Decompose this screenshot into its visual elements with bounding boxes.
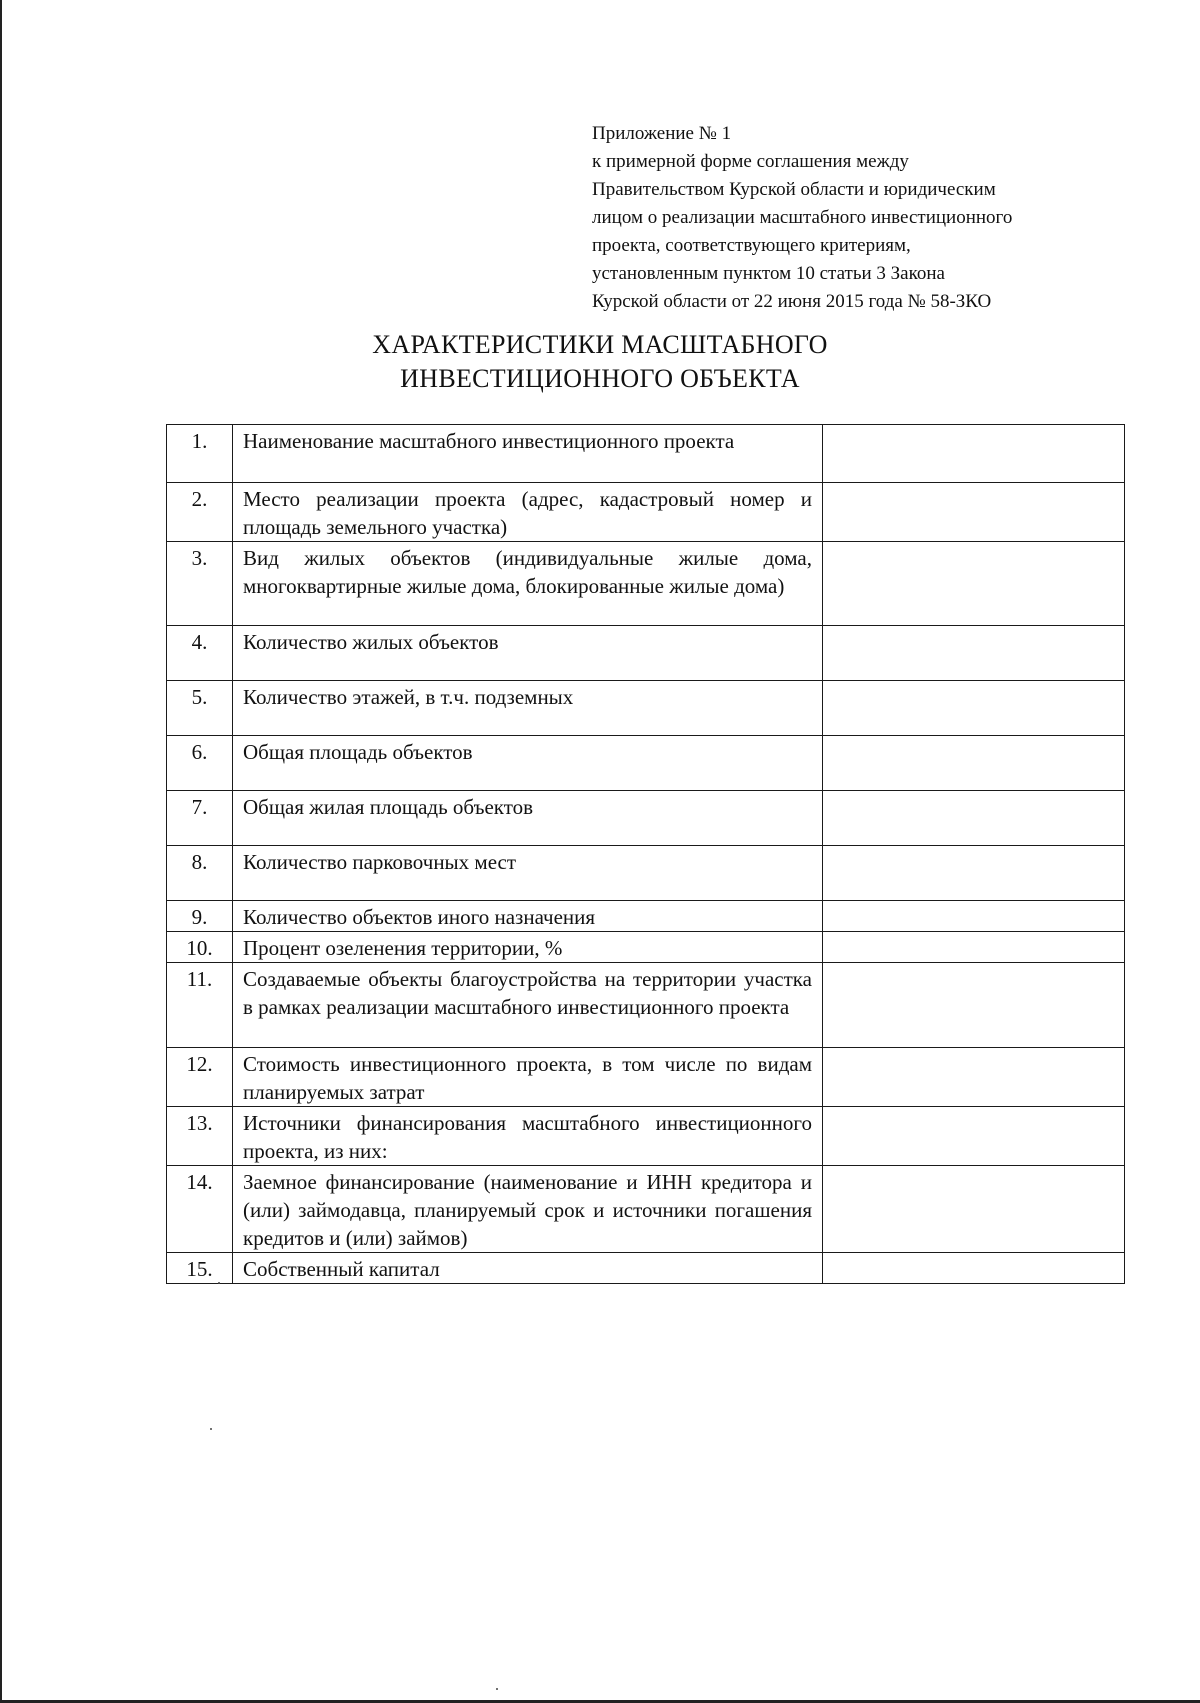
row-value-cell xyxy=(823,846,1125,901)
row-value-cell xyxy=(823,1048,1125,1107)
row-description: Количество этажей, в т.ч. подземных xyxy=(233,681,823,736)
row-description: Количество объектов иного назначения xyxy=(233,901,823,932)
page-left-edge xyxy=(0,0,2,1703)
row-description: Вид жилых объектов (индивидуальные жилые дома, многоквартирные жилые дома, блокированные жилые дома) xyxy=(233,542,823,626)
row-value-cell xyxy=(823,1107,1125,1166)
row-number: 7. xyxy=(167,791,233,846)
row-value-cell xyxy=(823,932,1125,963)
row-description: Общая площадь объектов xyxy=(233,736,823,791)
row-value-cell xyxy=(823,542,1125,626)
appendix-note-line: Правительством Курской области и юридическим xyxy=(592,179,996,200)
table-row xyxy=(167,963,1125,1048)
row-value-cell xyxy=(823,626,1125,681)
table-row xyxy=(167,542,1125,626)
row-value-cell xyxy=(823,1166,1125,1253)
row-value-cell xyxy=(823,1253,1125,1284)
table-row xyxy=(167,1253,1125,1284)
table-row xyxy=(167,626,1125,681)
table-row xyxy=(167,425,1125,483)
table-row xyxy=(167,681,1125,736)
row-number: 13. xyxy=(167,1107,233,1166)
row-description: Процент озеленения территории, % xyxy=(233,932,823,963)
row-description: Место реализации проекта (адрес, кадастровый номер и площадь земельного участка) xyxy=(233,483,823,542)
row-number: 3. xyxy=(167,542,233,626)
row-number: 4. xyxy=(167,626,233,681)
row-description: Общая жилая площадь объектов xyxy=(233,791,823,846)
row-number: 8. xyxy=(167,846,233,901)
table-row xyxy=(167,932,1125,963)
characteristics-table xyxy=(166,424,1125,1284)
row-number: 2. xyxy=(167,483,233,542)
row-number: 6. xyxy=(167,736,233,791)
row-number: 14. xyxy=(167,1166,233,1253)
row-value-cell xyxy=(823,791,1125,846)
appendix-note-line: установленным пунктом 10 статьи 3 Закона xyxy=(592,263,945,284)
row-number: 1. xyxy=(167,425,233,483)
table-row xyxy=(167,791,1125,846)
appendix-note-line: лицом о реализации масштабного инвестиционного xyxy=(592,207,1013,228)
row-value-cell xyxy=(823,483,1125,542)
row-description: Источники финансирования масштабного инвестиционного проекта, из них: xyxy=(233,1107,823,1166)
row-value-cell xyxy=(823,901,1125,932)
scan-speck xyxy=(496,1688,498,1690)
table-row xyxy=(167,1048,1125,1107)
row-description: Наименование масштабного инвестиционного проекта xyxy=(233,425,823,483)
row-description: Стоимость инвестиционного проекта, в том числе по видам планируемых затрат xyxy=(233,1048,823,1107)
table-row xyxy=(167,901,1125,932)
appendix-note-line: к примерной форме соглашения между xyxy=(592,151,909,172)
row-value-cell xyxy=(823,681,1125,736)
document-title-line-1: ХАРАКТЕРИСТИКИ МАСШТАБНОГО xyxy=(372,330,828,359)
row-value-cell xyxy=(823,736,1125,791)
document-title-line-2: ИНВЕСТИЦИОННОГО ОБЪЕКТА xyxy=(400,364,800,393)
row-description: Количество парковочных мест xyxy=(233,846,823,901)
table-row xyxy=(167,846,1125,901)
table-row xyxy=(167,483,1125,542)
table-row xyxy=(167,1166,1125,1253)
scan-speck xyxy=(210,1428,212,1430)
row-description: Заемное финансирование (наименование и ИНН кредитора и (или) займодавца, планируемый срок и источники погашения кредитов и (или) займов) xyxy=(233,1166,823,1253)
row-description: Собственный капитал xyxy=(233,1253,823,1284)
appendix-note-line: Приложение № 1 xyxy=(592,123,732,144)
row-value-cell xyxy=(823,963,1125,1048)
row-value-cell xyxy=(823,425,1125,483)
table-row xyxy=(167,1107,1125,1166)
row-number: 12. xyxy=(167,1048,233,1107)
row-number: 10. xyxy=(167,932,233,963)
document-title xyxy=(0,328,1200,396)
row-number: 15. xyxy=(167,1253,233,1284)
table-row xyxy=(167,736,1125,791)
appendix-note xyxy=(592,120,1112,316)
appendix-note-line: проекта, соответствующего критериям, xyxy=(592,235,911,256)
appendix-note-line: Курской области от 22 июня 2015 года № 58-ЗКО xyxy=(592,291,992,312)
row-number: 5. xyxy=(167,681,233,736)
row-description: Создаваемые объекты благоустройства на территории участка в рамках реализации масштабного инвестиционного проекта xyxy=(233,963,823,1048)
row-number: 9. xyxy=(167,901,233,932)
scan-speck xyxy=(218,1282,220,1284)
row-description: Количество жилых объектов xyxy=(233,626,823,681)
row-number: 11. xyxy=(167,963,233,1048)
